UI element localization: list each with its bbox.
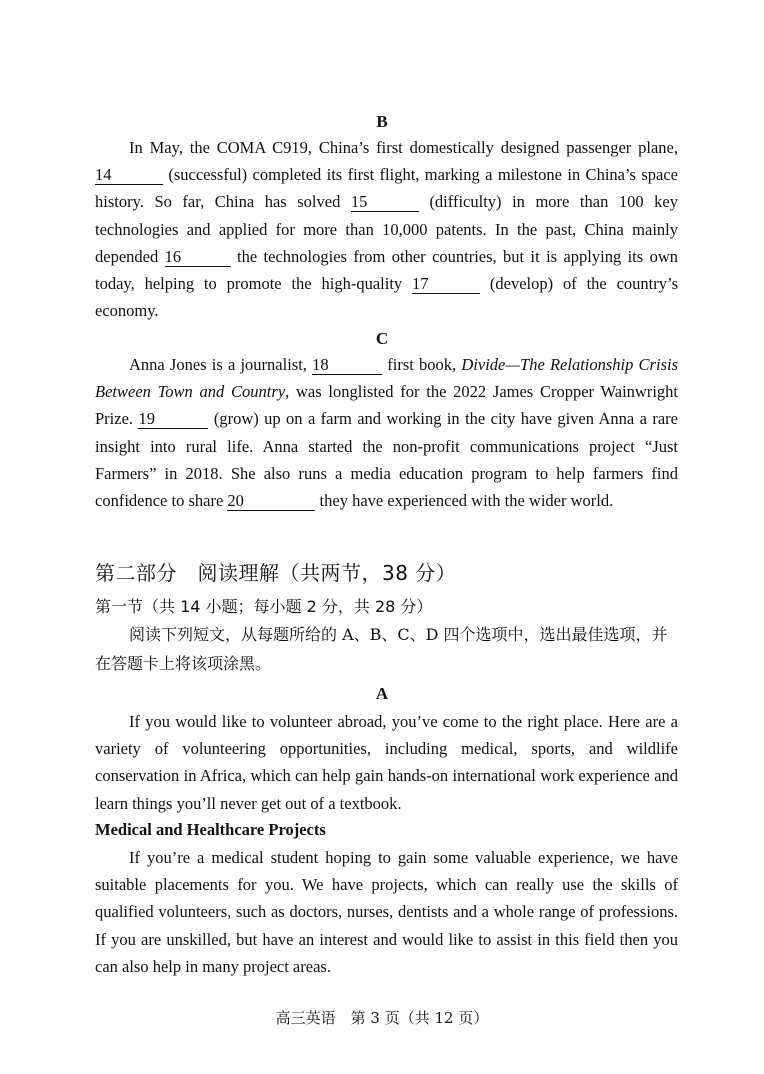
passage-a-heading: A: [375, 684, 389, 703]
medical-projects-heading: Medical and Healthcare Projects: [95, 820, 326, 839]
blank-15: 15: [351, 192, 419, 212]
blank-19: 19: [138, 409, 208, 429]
book-title: Divide—The Relationship Crisis Between Town and Country: [95, 355, 678, 402]
section-one-subtitle: 第一节（共 14 小题；每小题 2 分，共 28 分）: [95, 597, 433, 616]
section-b-paragraph: In May, the COMA C919, China’s first domestically designed passenger plane, 14 (successful) completed its first flight, marking a milestone in China’s space history. So far, China has solved 15 (difficulty) in more than 100 key technologies and applied for more than 10,000 patents. In the past, China mainly depended 16 the technologies from other countries, but it is applying its own today, helping to promote the high-quality 17 (develop) of the country’s economy.: [95, 138, 679, 321]
page-footer: 高三英语 第 3 页（共 12 页）: [275, 1009, 489, 1027]
blank-17: 17: [412, 274, 480, 294]
section-b-heading: B: [376, 112, 388, 131]
section-c-paragraph: Anna Jones is a journalist, 18 first book, Divide—The Relationship Crisis Between Town and Country, was longlisted for the 2022 James Cropper Wainwright Prize. 19 (grow) up on a farm and working in the city have given Anna a rare insight into rural life. Anna started the non-profit communications project “Just Farmers” in 2018. She also runs a media education program to help farmers find confidence to share 20 they have experienced with the wider world.: [95, 355, 679, 511]
blank-20: 20: [227, 491, 315, 511]
section-c-heading: C: [375, 329, 389, 348]
blank-18: 18: [312, 355, 382, 375]
blank-14: 14: [95, 165, 163, 185]
passage-a-intro: If you would like to volunteer abroad, you’ve come to the right place. Here are a variety of volunteering opportunities, including medical, sports, and wildlife conservation in Africa, which can help gain hands-on international work experience and learn things you’ll never get out of a textbook.: [95, 712, 678, 813]
blank-16: 16: [165, 247, 231, 267]
part-two-title: 第二部分 阅读理解（共两节，38 分）: [95, 561, 457, 585]
medical-projects-paragraph: If you’re a medical student hoping to gain some valuable experience, we have suitable placements for you. We have projects, which can really use the skills of qualified volunteers, such as doctors, nurses, dentists and a whole range of professions. If you are unskilled, but have an interest and would like to assist in this field then you can also help in many project areas.: [95, 848, 678, 976]
instructions: 阅读下列短文，从每题所给的 A、B、C、D 四个选项中，选出最佳选项，并在答题卡上将该项涂黑。: [95, 625, 668, 673]
